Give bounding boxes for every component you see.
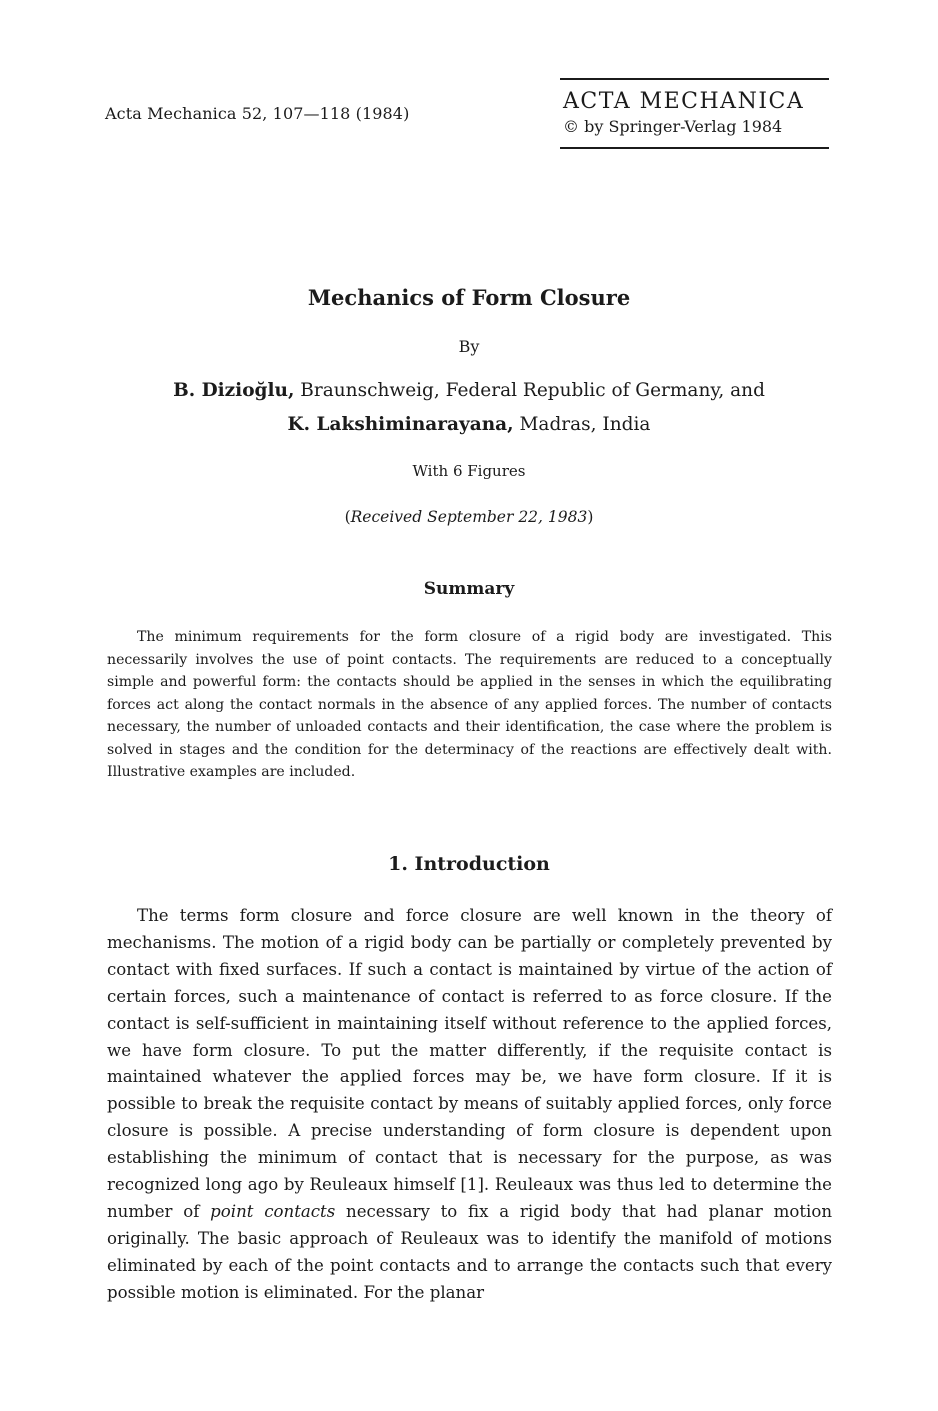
received-text: Received September 22, 1983 (350, 508, 588, 526)
received-open-paren: ( (344, 508, 351, 526)
article-title: Mechanics of Form Closure (307, 285, 631, 310)
introduction-text-part-2: necessary to fix a rigid body that had planar motion originally. The basic approach of Reuleaux was to identify the manifold of motions eliminated by each of the point contacts and to arrange the contacts such that every possible motion is eliminated. For the planar (107, 1201, 833, 1302)
author-affiliation-2: Madras, India (513, 414, 651, 435)
received-date (0, 508, 938, 526)
summary-paragraph: The minimum requirements for the form closure of a rigid body are investigated. This necessarily involves the use of point contacts. The requirements are reduced to a conceptually simple and powerful form: the contacts should be applied in the senses in which the equilibrating forces act along the contact normals in the absence of any applied forces. The number of contacts necessary, the number of unloaded contacts and their identification, the case where the problem is solved in stages and the condition for the determinacy of the reactions are effectively dealt with. Illustrative examples are included. (107, 629, 832, 780)
author-line-1 (0, 380, 938, 401)
journal-citation: Acta Mechanica 52, 107—118 (1984) (105, 104, 410, 123)
copyright-notice: © by Springer-Verlag 1984 (563, 117, 783, 136)
journal-name: ACTA MECHANICA (563, 89, 805, 114)
author-name-1: B. Dizioğlu, (173, 380, 295, 401)
introduction-paragraph (107, 903, 832, 1307)
introduction-text-part-1: The terms form closure and force closure are well known in the theory of mechanisms. The motion of a rigid body can be partially or completely prevented by contact with fixed surfaces. If such a contact is maintained by virtue of the action of certain forces, such a maintenance of contact is referred to as force closure. If the contact is self-sufficient in maintaining itself without reference to the applied forces, we have form closure. To put the matter differently, if the requisite contact is maintained whatever the applied forces may be, we have form closure. If it is possible to break the requisite contact by means of suitably applied forces, only force closure is possible. A precise understanding of form closure is dependent upon establishing the minimum of contact that is necessary for the purpose, as was recognized long ago by Reuleaux himself [1]. Reuleaux was thus led to determine the number of (107, 906, 832, 1221)
figures-note: With 6 Figures (412, 462, 526, 480)
author-affiliation-1: Braunschweig, Federal Republic of Germany, and (294, 380, 765, 401)
received-close-paren: ) (587, 508, 594, 526)
journal-masthead (560, 78, 829, 149)
author-line-2 (0, 414, 938, 435)
author-name-2: K. Lakshiminarayana, (287, 414, 514, 435)
introduction-emphasis: point contacts (210, 1201, 336, 1221)
summary-heading: Summary (423, 579, 515, 599)
byline: By (458, 337, 480, 356)
introduction-heading: 1. Introduction (388, 853, 550, 875)
